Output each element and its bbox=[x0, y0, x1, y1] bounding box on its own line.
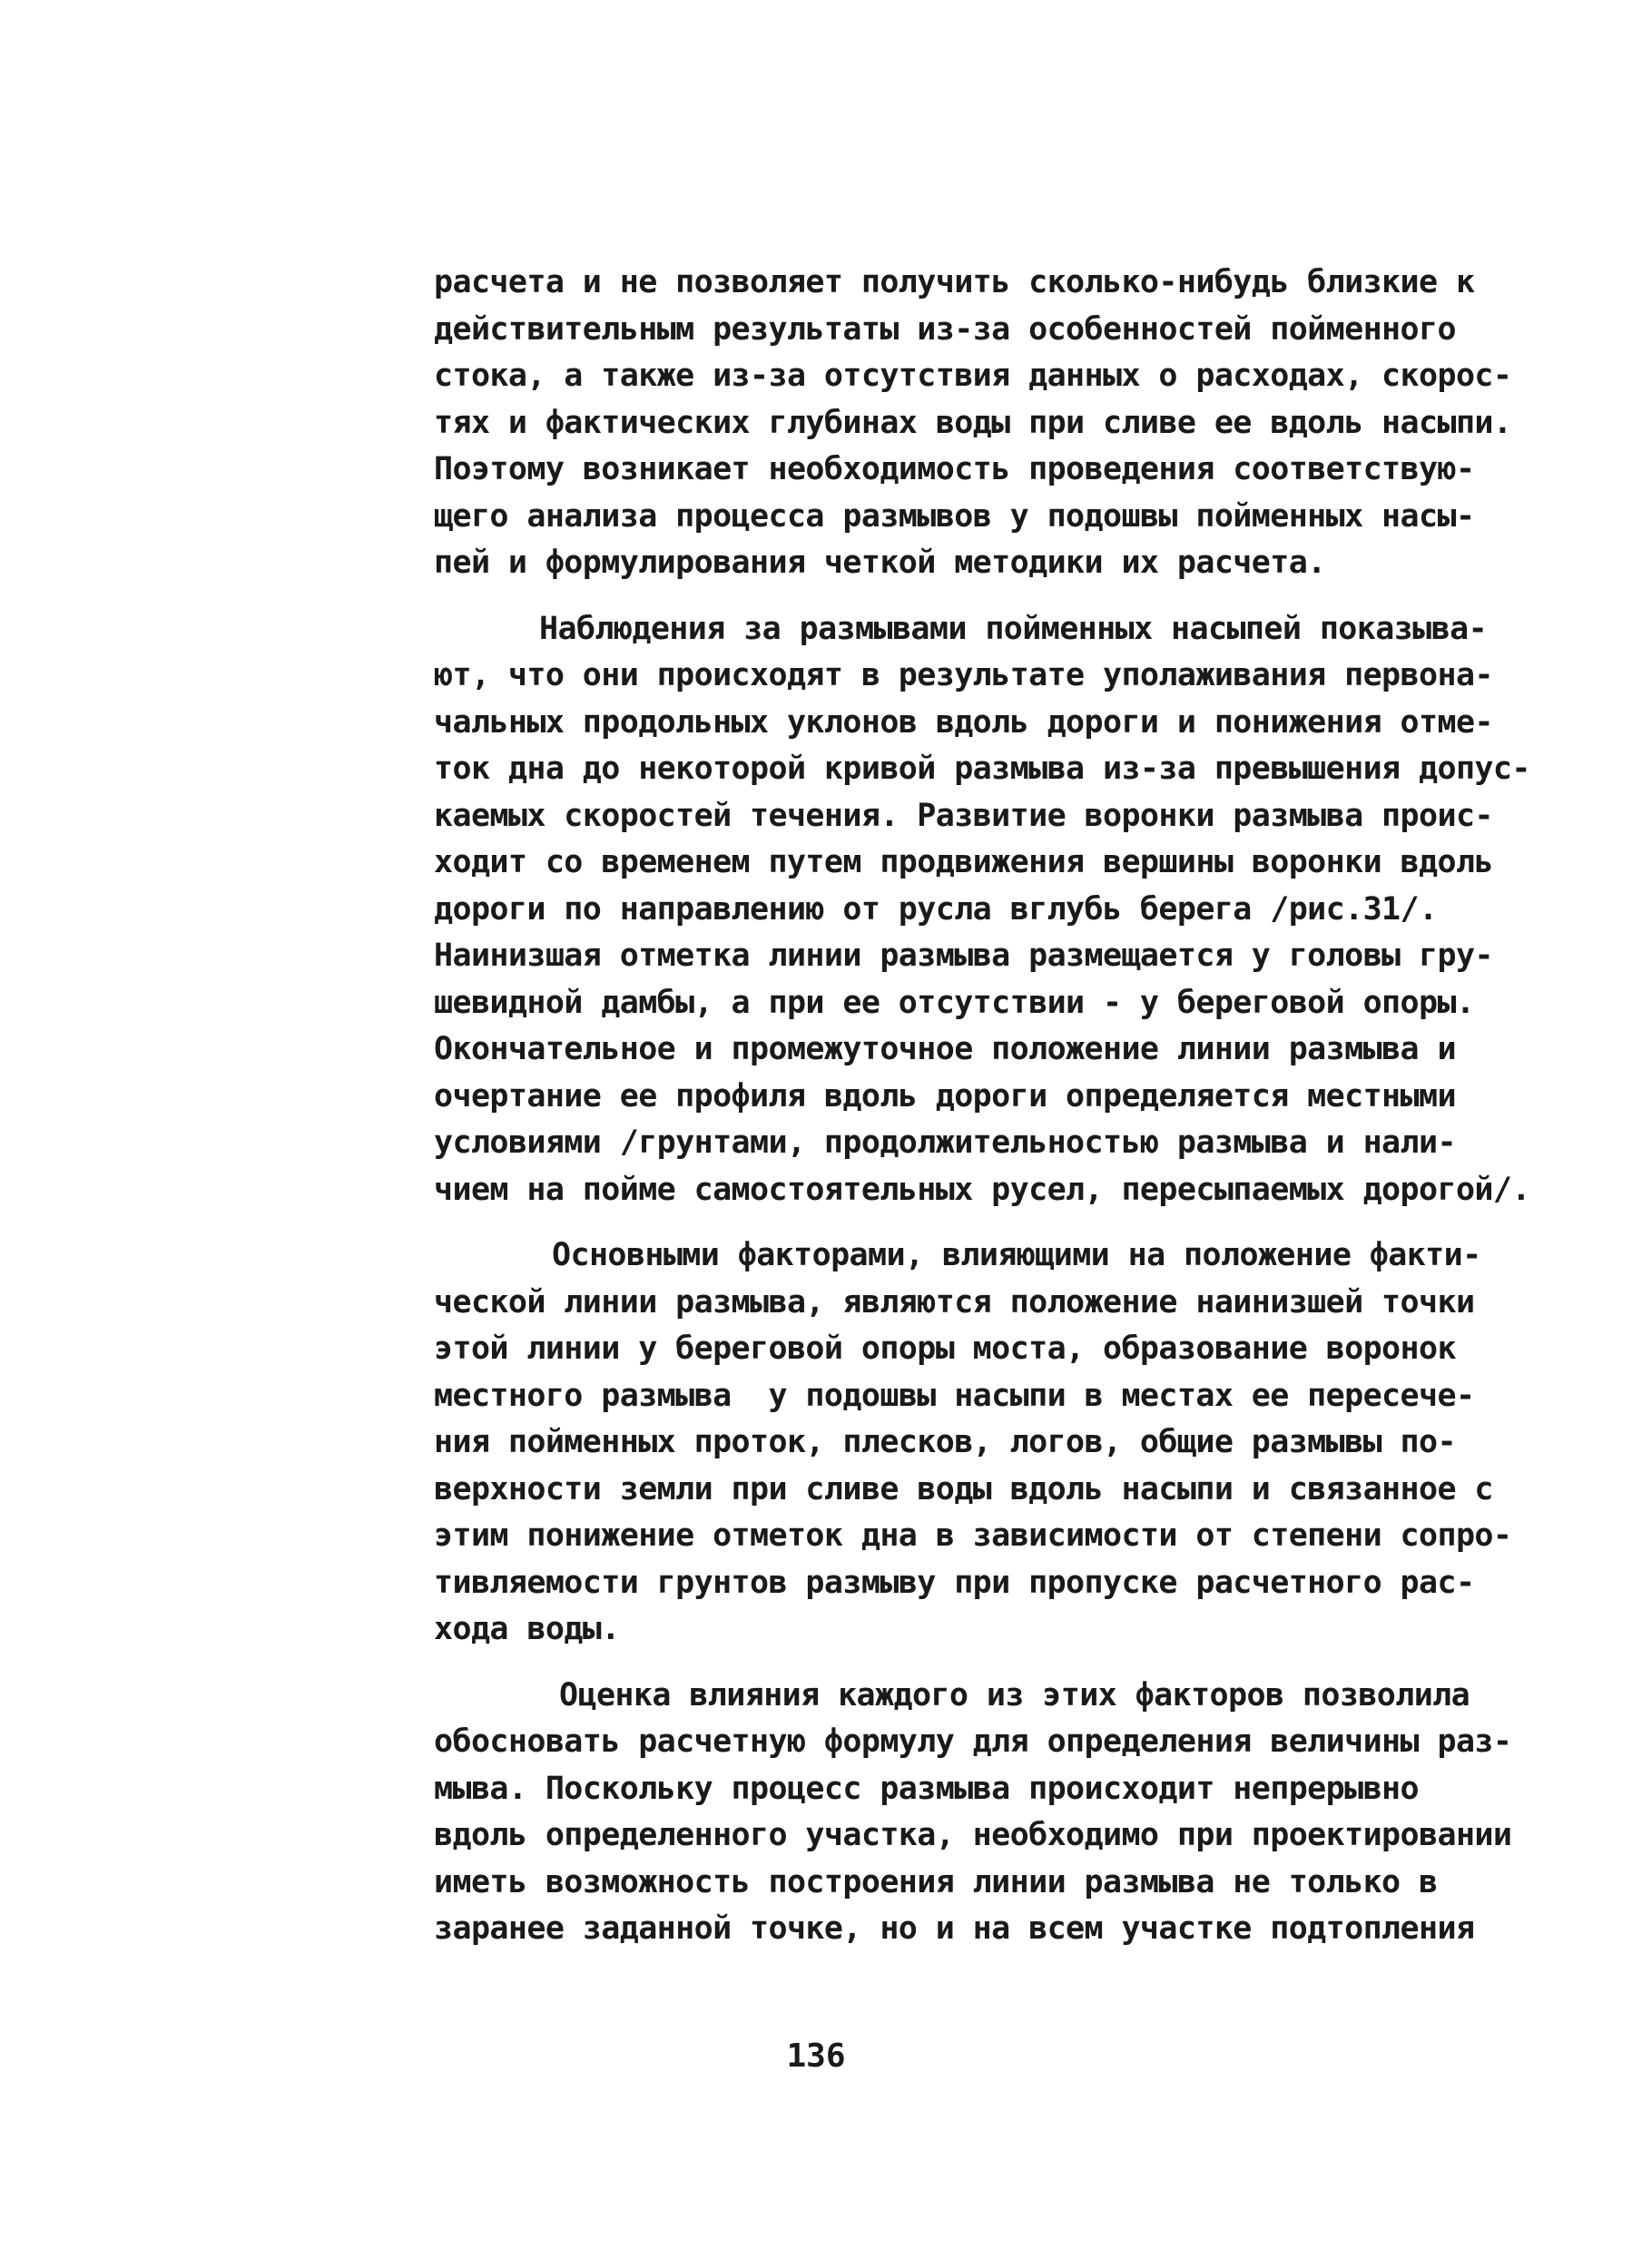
text-line: тивляемости грунтов размыву при пропуске расчетного рас- bbox=[434, 1564, 1475, 1601]
paragraph bbox=[434, 1673, 1579, 1953]
text-line: мыва. Поскольку процесс размыва происходит непрерывно bbox=[434, 1770, 1420, 1807]
text-line: тях и фактических глубинах воды при сливе ее вдоль насыпи. bbox=[434, 404, 1512, 441]
text-line: верхности земли при сливе воды вдоль насыпи и связанное с bbox=[434, 1470, 1493, 1507]
paragraph bbox=[434, 606, 1579, 1214]
text-line: заранее заданной точке, но и на всем участке подтопления bbox=[434, 1910, 1475, 1947]
text-line: стока, а также из-за отсутствия данных о расходах, скорос- bbox=[434, 358, 1512, 394]
text-line: шевидной дамбы, а при ее отсутствии - у береговой опоры. bbox=[434, 984, 1475, 1021]
text-line: пей и формулирования четкой методики их расчета. bbox=[434, 545, 1326, 581]
paragraph bbox=[434, 1232, 1579, 1654]
text-line: вдоль определенного участка, необходимо при проектировании bbox=[434, 1817, 1512, 1853]
text-line: Поэтому возникает необходимость проведения соответствую- bbox=[434, 451, 1475, 487]
body-text bbox=[434, 260, 1579, 1953]
text-line: Наинизшая отметка линии размыва размещается у головы гру- bbox=[434, 938, 1493, 974]
text-line: Основными факторами, влияющими на положение факти- bbox=[552, 1237, 1481, 1273]
text-line: условиями /грунтами, продолжительностью размыва и нали- bbox=[434, 1124, 1456, 1161]
text-line: ют, что они происходят в результате уполаживания первона- bbox=[434, 657, 1493, 693]
text-line: чальных продольных уклонов вдоль дороги и понижения отме- bbox=[434, 703, 1493, 741]
text-line: очертание ее профиля вдоль дороги определяется местными bbox=[434, 1077, 1456, 1114]
text-line: хода воды. bbox=[434, 1611, 620, 1647]
text-line: дороги по направлению от русла вглубь берега /рис.31/. bbox=[434, 890, 1438, 928]
text-line: каемых скоростей течения. Развитие воронки размыва проис- bbox=[434, 797, 1493, 834]
text-line: местного размыва у подошвы насыпи в местах ее пересече- bbox=[434, 1377, 1475, 1414]
text-line: чием на пойме самостоятельных русел, пересыпаемых дорогой/. bbox=[434, 1171, 1530, 1208]
text-line: ния пойменных проток, плесков, логов, общие размывы по- bbox=[434, 1424, 1456, 1460]
text-line: этой линии у береговой опоры моста, образование воронок bbox=[434, 1330, 1456, 1367]
text-line: Оценка влияния каждого из этих факторов позволила bbox=[559, 1676, 1470, 1713]
text-line: ходит со временем путем продвижения вершины воронки вдоль bbox=[434, 844, 1493, 880]
text-line: ток дна до некоторой кривой размыва из-за превышения допус- bbox=[434, 751, 1530, 787]
text-line: Наблюдения за размывами пойменных насыпей показыва- bbox=[539, 610, 1488, 647]
text-line: обосновать расчетную формулу для определения величины раз- bbox=[434, 1723, 1512, 1760]
text-line: действительным результаты из-за особенностей пойменного bbox=[434, 310, 1456, 348]
text-line: Окончательное и промежуточное положение линии размыва и bbox=[434, 1031, 1456, 1067]
text-line: иметь возможность построения линии размыва не только в bbox=[434, 1863, 1438, 1900]
text-line: расчета и не позволяет получить сколько-нибудь близкие к bbox=[434, 264, 1475, 300]
paragraph bbox=[434, 260, 1579, 587]
text-line: этим понижение отметок дна в зависимости от степени сопро- bbox=[434, 1517, 1512, 1554]
page-number: 136 bbox=[786, 2037, 846, 2075]
text-line: щего анализа процесса размывов у подошвы пойменных насы- bbox=[434, 497, 1475, 535]
text-line: ческой линии размыва, являются положение наинизшей точки bbox=[434, 1283, 1475, 1321]
